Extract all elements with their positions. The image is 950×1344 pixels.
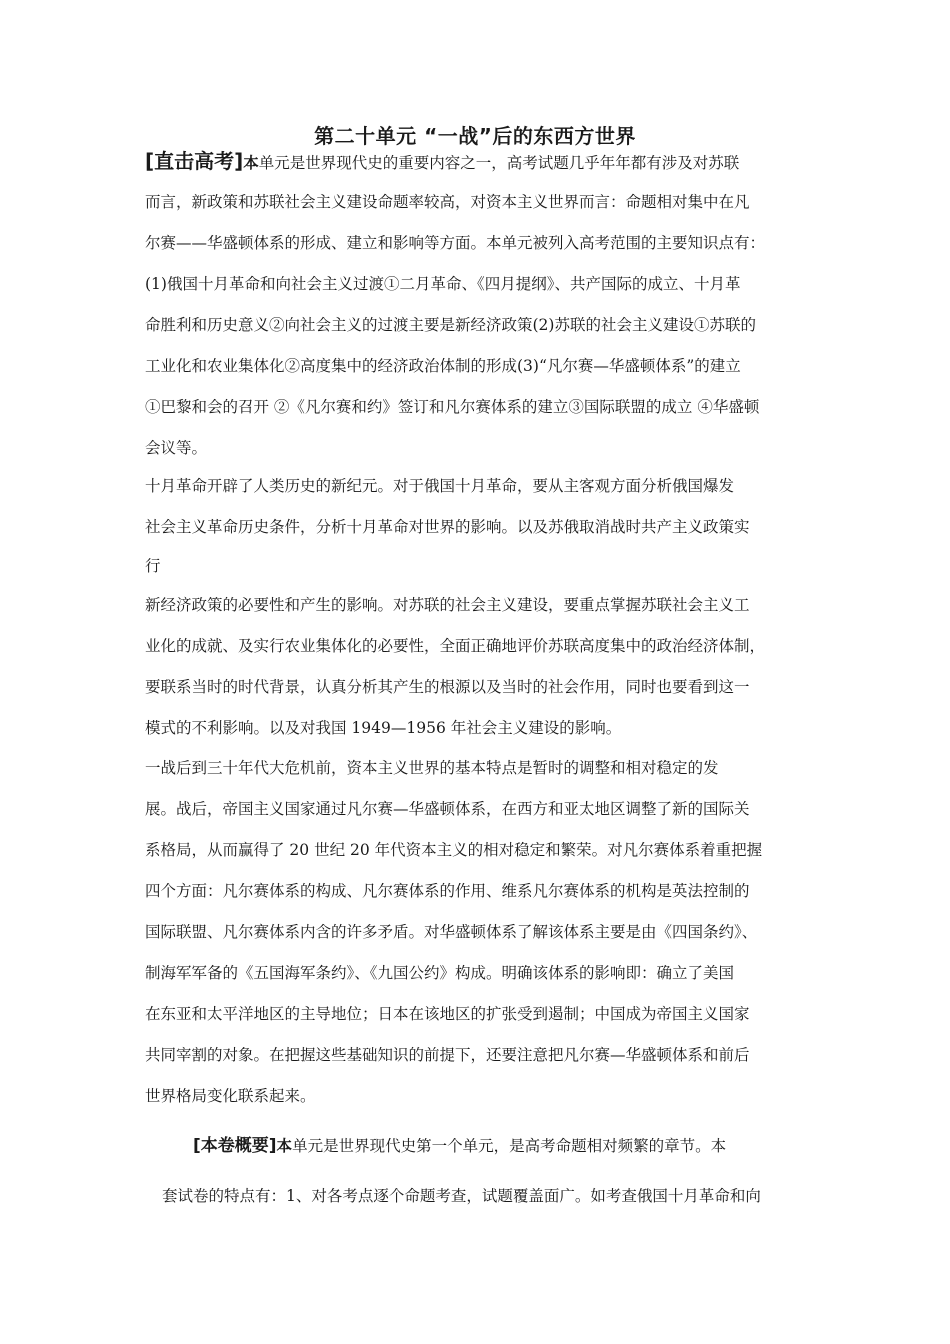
section1-first-line bbox=[145, 150, 739, 174]
section2-line: 单元是世界现代史第一个单元，是高考命题相对频繁的章节。本 bbox=[292, 1137, 727, 1155]
section1-line: 而言，新政策和苏联社会主义建设命题率较高，对资本主义世界而言：命题相对集中在凡 bbox=[145, 193, 750, 211]
para2-line: 业化的成就、及实行农业集体化的必要性，全面正确地评价苏联高度集中的政治经济体制， bbox=[145, 637, 766, 655]
section2-label: [本卷概要] bbox=[193, 1136, 277, 1156]
para3-line: 四个方面：凡尔赛体系的构成、凡尔赛体系的作用、维系凡尔赛体系的机构是英法控制的 bbox=[145, 882, 750, 900]
para2-line: 新经济政策的必要性和产生的影响。对苏联的社会主义建设，要重点掌握苏联社会主义工 bbox=[145, 596, 750, 614]
page-title: 第二十单元 “一战”后的东西方世界 bbox=[314, 124, 636, 148]
section1-lead: 本 bbox=[243, 153, 259, 172]
section1-line: 单元是世界现代史的重要内容之一，高考试题几乎年年都有涉及对苏联 bbox=[258, 154, 740, 172]
para2-line: 要联系当时的时代背景，认真分析其产生的根源以及当时的社会作用，同时也要看到这一 bbox=[145, 678, 750, 696]
para3-line: 国际联盟、凡尔赛体系内含的许多矛盾。对华盛顿体系了解该体系主要是由《四国条约》、 bbox=[145, 923, 758, 941]
section1-line: 工业化和农业集体化②高度集中的经济政治体制的形成(3)“凡尔赛—华盛顿体系”的建立 bbox=[145, 357, 741, 375]
section1-line: 命胜利和历史意义②向社会主义的过渡主要是新经济政策(2)苏联的社会主义建设①苏联的 bbox=[145, 316, 756, 334]
para2-line: 行 bbox=[145, 557, 161, 575]
section2-lead: 本 bbox=[276, 1136, 293, 1155]
section1-line: 尔赛——华盛顿体系的形成、建立和影响等方面。本单元被列入高考范围的主要知识点有： bbox=[145, 234, 766, 252]
section1-line: 会议等。 bbox=[145, 439, 208, 457]
para3-line: 系格局，从而赢得了 20 世纪 20 年代资本主义的相对稳定和繁荣。对凡尔赛体系着重把握 bbox=[145, 841, 763, 859]
para2-line: 社会主义革命历史条件，分析十月革命对世界的影响。以及苏俄取消战时共产主义政策实 bbox=[145, 518, 750, 536]
section1-line: ①巴黎和会的召开 ②《凡尔赛和约》签订和凡尔赛体系的建立③国际联盟的成立 ④华盛顿 bbox=[145, 398, 760, 416]
para3-line: 共同宰割的对象。在把握这些基础知识的前提下，还要注意把凡尔赛—华盛顿体系和前后 bbox=[145, 1046, 750, 1064]
section2-line: 套试卷的特点有：1、对各考点逐个命题考查，试题覆盖面广。如考查俄国十月革命和向 bbox=[162, 1187, 761, 1205]
para3-line: 制海军军备的《五国海军条约》、《九国公约》构成。明确该体系的影响即：确立了美国 bbox=[145, 964, 735, 982]
section2-first-line bbox=[193, 1135, 726, 1157]
section1-line: (1)俄国十月革命和向社会主义过渡①二月革命、《四月提纲》、共产国际的成立、十月革 bbox=[145, 275, 741, 293]
section1-label: [直击高考] bbox=[145, 149, 244, 173]
para2-line: 模式的不利影响。以及对我国 1949—1956 年社会主义建设的影响。 bbox=[145, 719, 622, 737]
para3-line: 在东亚和太平洋地区的主导地位；日本在该地区的扩张受到遏制；中国成为帝国主义国家 bbox=[145, 1005, 750, 1023]
para2-line: 十月革命开辟了人类历史的新纪元。对于俄国十月革命，要从主客观方面分析俄国爆发 bbox=[145, 477, 735, 495]
para3-line: 展。战后，帝国主义国家通过凡尔赛—华盛顿体系，在西方和亚太地区调整了新的国际关 bbox=[145, 800, 750, 818]
para3-line: 一战后到三十年代大危机前，资本主义世界的基本特点是暂时的调整和相对稳定的发 bbox=[145, 759, 719, 777]
para3-line: 世界格局变化联系起来。 bbox=[145, 1087, 316, 1105]
